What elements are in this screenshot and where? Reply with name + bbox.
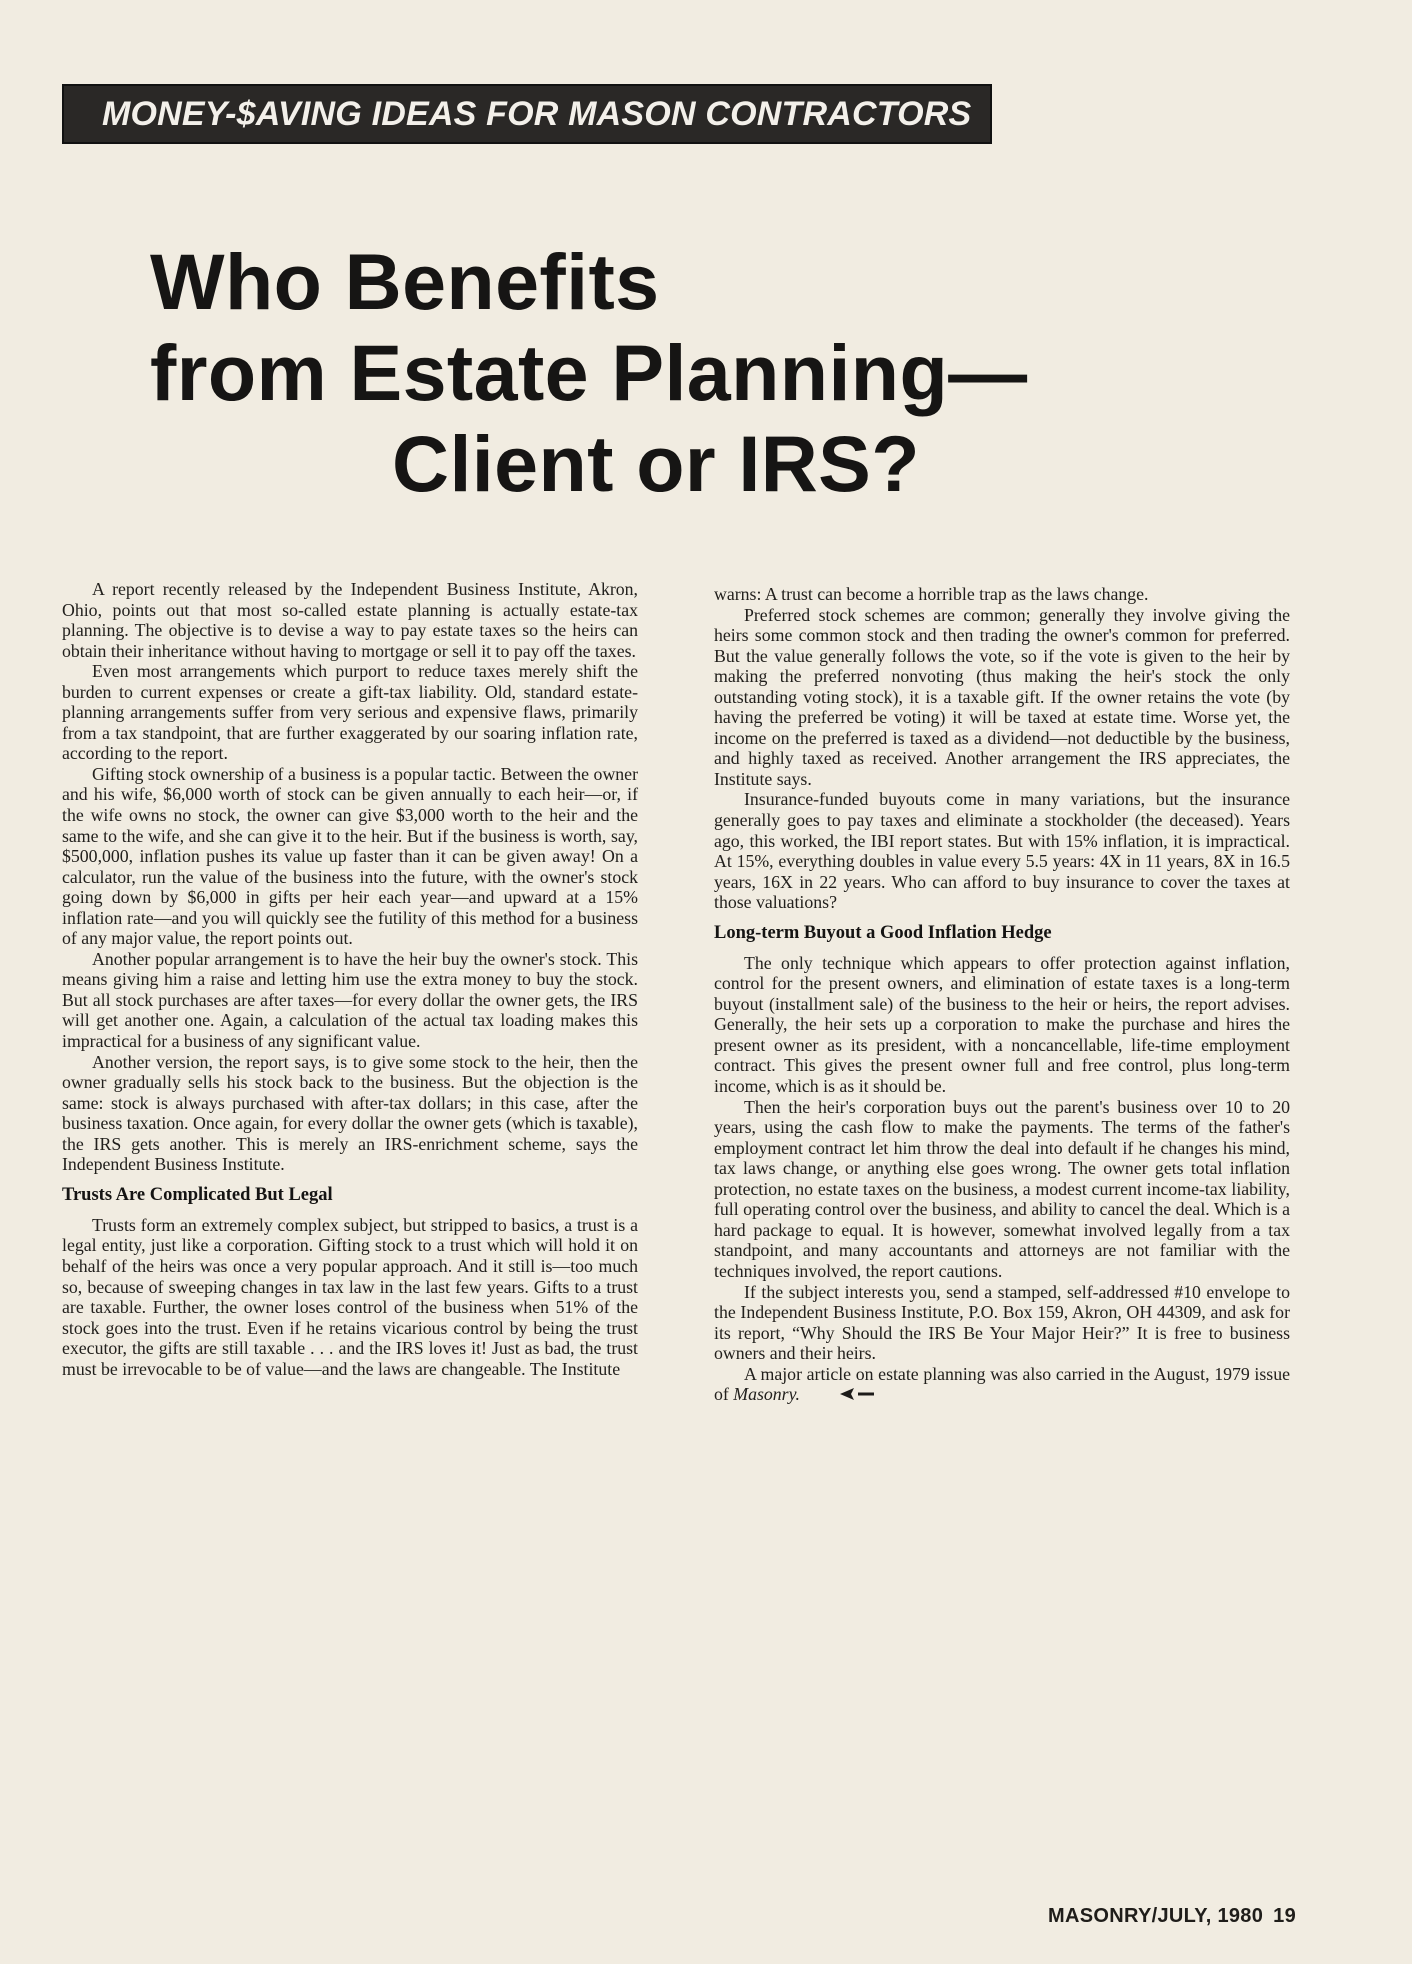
article-paragraph-7: Preferred stock schemes are common; generally they involve giving the heirs some common stock and then trading the owner's common for preferred. But the value generally follows the vote, so if the vote is given to the heir by making the preferred nonvoting (thus making the heir's stock the only outstanding voting stock), it is a taxable gift. If the owner retains the vote (by having the preferred be voting) it will be taxed at estate time. Worse yet, the income on the preferred is taxed as a dividend—not deductible by the business, and highly taxed as received. Another arrangement the IRS appreciates, the Institute says.: [714, 604, 1290, 789]
section-banner: MONEY-$AVING IDEAS FOR MASON CONTRACTORS: [62, 84, 992, 144]
end-mark-icon: [808, 1386, 876, 1407]
article-paragraph-9: The only technique which appears to offer protection against inflation, control for the present owners, and elimination of estate taxes is a long-term buyout (installment sale) of the business to the heir or heirs, the report advises. Generally, the heir sets up a corporation to make the purchase and hires the present owner as its president, with a noncancellable, life-time employment contract. This gives the present owner full and free control, plus long-term income, which is as it should be.: [714, 952, 1290, 1097]
headline: [150, 236, 1190, 509]
article-paragraph-1: A report recently released by the Independent Business Institute, Akron, Ohio, points out that most so-called estate planning is actually estate-tax planning. The objective is to devise a way to pay estate taxes so the heirs can obtain their inheritance without having to mortgage or sell it to pay off the taxes.: [62, 579, 638, 661]
page-number: 19: [1273, 1905, 1296, 1927]
article-paragraph-11: If the subject interests you, send a stamped, self-addressed #10 envelope to the Independent Business Institute, P.O. Box 159, Akron, OH 44309, and ask for its report, “Why Should the IRS Be Your Major Heir?” It is free to business owners and their heirs.: [714, 1281, 1290, 1364]
article-paragraph-6: Trusts form an extremely complex subject, but stripped to basics, a trust is a legal entity, just like a corporation. Gifting stock to a trust which will hold it on behalf of the heirs was once a very popular approach. And it still is—too much so, because of sweeping changes in tax law in the last few years. Gifts to a trust are taxable. Further, the owner loses control of the business when 51% of the stock goes into the trust. Even if he retains vicarious control by being the trust executor, the gifts are still taxable . . . and the IRS loves it! Just as bad, the trust must be irrevocable to be of value—and the laws are changeable. The Institute: [62, 1214, 638, 1379]
article-paragraph-8: Insurance-funded buyouts come in many variations, but the insurance generally goes to pay taxes and eliminate a stockholder (the deceased). Years ago, this worked, the IBI report states. But with 15% inflation, it is impractical. At 15%, everything doubles in value every 5.5 years: 4X in 11 years, 8X in 16.5 years, 16X in 22 years. Who can afford to buy insurance to cover the taxes at those valuations?: [714, 789, 1290, 913]
headline-line-3: Client or IRS?: [392, 419, 920, 508]
article-paragraph-6-continued: warns: A trust can become a horrible trap as the laws change.: [714, 584, 1149, 604]
article-paragraph-2: Even most arrangements which purport to reduce taxes merely shift the burden to current expenses or create a gift-tax liability. Old, standard estate-planning arrangements suffer from very serious and expensive flaws, primarily from a tax standpoint, that are further exaggerated by our soaring inflation rate, according to the report.: [62, 661, 638, 764]
headline-line-2: from Estate Planning—: [150, 328, 1028, 417]
headline-line-1: Who Benefits: [150, 237, 660, 326]
article-paragraph-3: Gifting stock ownership of a business is a popular tactic. Between the owner and his wife, $6,000 worth of stock can be given annually to each heir—or, if the wife owns no stock, the owner can give $3,000 worth to the heir and the same to the wife, and she can give it to the heir. But if the business is worth, say, $500,000, inflation pushes its value up faster than it can be given away! On a calculator, run the value of the business into the future, with the owner's stock going down by $6,000 in gifts per heir each year—and upward at a 15% inflation rate—and you will quickly see the futility of this method for a business of any major value, the report points out.: [62, 763, 638, 949]
article-paragraph-4: Another popular arrangement is to have the heir buy the owner's stock. This means giving him a raise and letting him use the extra money to buy the stock. But all stock purchases are after taxes—for every dollar the owner gets, the IRS will get another one. Again, a calculation of the actual tax loading makes this impractical for a business of any significant value.: [62, 948, 638, 1052]
article-paragraph-12: [714, 1364, 1290, 1407]
article-column-right: [714, 584, 1290, 1406]
article-paragraph-10: Then the heir's corporation buys out the parent's business over 10 to 20 years, using the cash flow to make the payments. The terms of the father's employment contract let him throw the deal into default if he changes his mind, tax laws change, or anything else goes wrong. The owner gets total inflation protection, no estate taxes on the business, a modest current income-tax liability, full operating control over the business, and ability to cancel the deal. Which is a hard package to equal. It is however, somewhat involved legally from a tax standpoint, and many accountants and attorneys are not familiar with the techniques involved, the report cautions.: [714, 1096, 1290, 1281]
article-paragraph-5: Another version, the report says, is to give some stock to the heir, then the owner gradually sells his stock back to the business. But the objection is the same: stock is always purchased with after-tax dollars; in this case, after the business taxation. Once again, for every dollar the owner gets (which is taxable), the IRS gets another. This is merely an IRS-enrichment scheme, says the Independent Business Institute.: [62, 1051, 638, 1175]
subhead-long-term-buyout: Long-term Buyout a Good Inflation Hedge: [714, 922, 1052, 943]
closing-text: A major article on estate planning was also carried in the August, 1979 issue of: [714, 1363, 1290, 1405]
page-footer: [1048, 1905, 1296, 1928]
magazine-name: Masonry.: [733, 1384, 800, 1405]
footer-publication: MASONRY/JULY, 1980: [1048, 1905, 1264, 1927]
subhead-trusts: Trusts Are Complicated But Legal: [62, 1184, 333, 1205]
article-column-left: [62, 579, 638, 1379]
